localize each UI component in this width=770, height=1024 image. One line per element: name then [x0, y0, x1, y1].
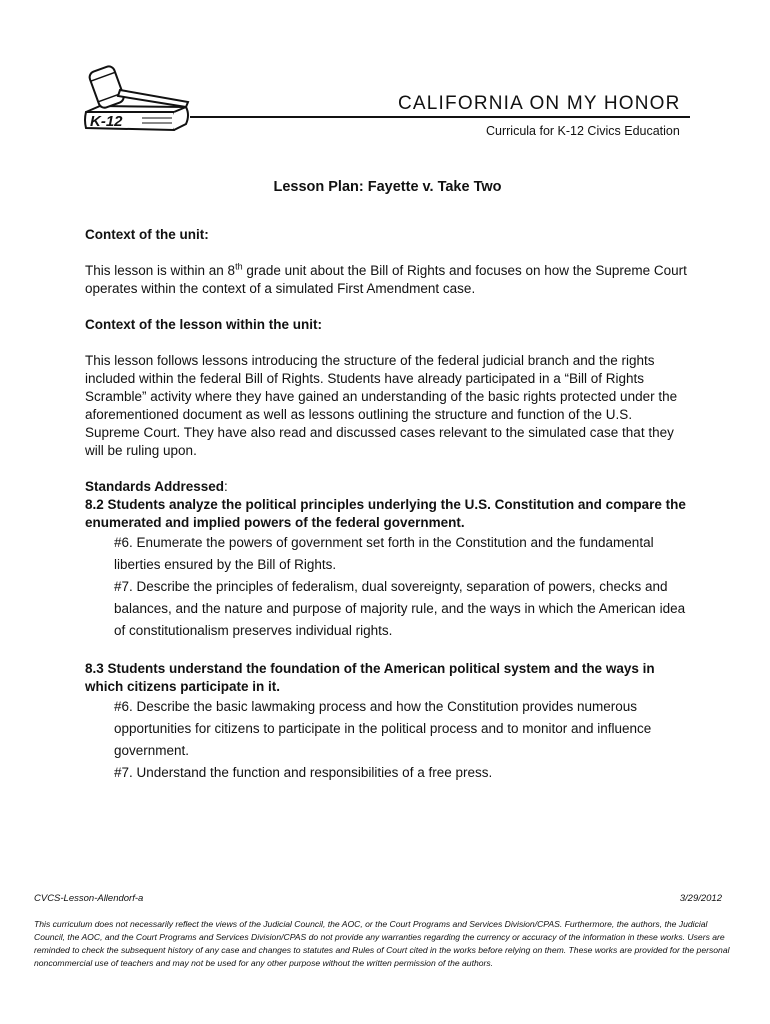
context-unit-text [85, 262, 690, 298]
standards-label-text: Standards Addressed [85, 479, 225, 494]
context-unit-text-part: This lesson is within an 8 [85, 263, 236, 278]
standard-block [85, 496, 690, 642]
standard-block [85, 660, 690, 784]
context-unit-text-part: grade unit about the Bill of Rights and focuses on how the Supreme Court operates within the context of a simulated First Amendment case. [85, 263, 687, 296]
standard-item: #6. Describe the basic lawmaking process and how the Constitution provides numerous opportunities for citizens to participate in the political process and to monitor and influence government. [114, 699, 652, 758]
standard-heading: 8.2 Students analyze the political principles underlying the U.S. Constitution and compare the enumerated and implied powers of the federal government. [85, 497, 686, 530]
context-lesson-heading: Context of the lesson within the unit: [85, 317, 322, 332]
standard-item: #6. Enumerate the powers of government set forth in the Constitution and the fundamental liberties ensured by the Bill of Rights. [114, 535, 654, 572]
standard-item: #7. Describe the principles of federalism, dual sovereignty, separation of powers, checks and balances, and the nature and purpose of majority rule, and the ways in which the American idea of constitutionalism preserves individual rights. [114, 579, 686, 638]
context-lesson-text: This lesson follows lessons introducing the structure of the federal judicial branch and the rights included within the federal Bill of Rights. Students have already participated in a “Bill of Rights Scramble” activity where they have gained an understanding of the basic rights protected under the aforementioned document as well as lessons outlining the structure and function of the U.S. Supreme Court. They have also read and discussed cases relevant to the simulated case that they will be ruling upon. [85, 353, 678, 458]
footer-date: 3/29/2012 [679, 893, 722, 904]
footer-reference: CVCS-Lesson-Allendorf-a [34, 893, 144, 904]
standard-heading: 8.3 Students understand the foundation of the American political system and the ways in which citizens participate in it. [85, 661, 655, 694]
brand-title: CALIFORNIA ON MY HONOR [398, 93, 681, 114]
brand-subtitle: Curricula for K-12 Civics Education [486, 124, 680, 138]
ordinal-suffix: th [235, 261, 243, 272]
document-title: Lesson Plan: Fayette v. Take Two [273, 179, 502, 195]
standards-label [85, 478, 690, 496]
standards-colon: : [224, 479, 228, 494]
standard-item: #7. Understand the function and responsibilities of a free press. [114, 765, 493, 780]
brand-divider [190, 116, 690, 118]
document-body [85, 178, 690, 802]
footer-disclaimer: This curriculum does not necessarily reflect the views of the Judicial Council, the AOC, or the Court Programs and Services Division/CPAS. Furthermore, the authors, the Judicial Council, the AOC, and the Court Programs and Services Division/CPAS do not provide any warranties regarding the currency or accuracy of the information in these works. Users are reminded to check the subsequent history of any case and changes to statutes and Rules of Court cited in the works before relying on them. These works are provided for the personal noncommercial use of teachers and may not be used for any other purpose without the written permission of the authors. [34, 919, 730, 968]
page-header [0, 0, 770, 160]
logo-badge: K-12 [90, 113, 123, 130]
context-unit-heading: Context of the unit: [85, 227, 209, 242]
